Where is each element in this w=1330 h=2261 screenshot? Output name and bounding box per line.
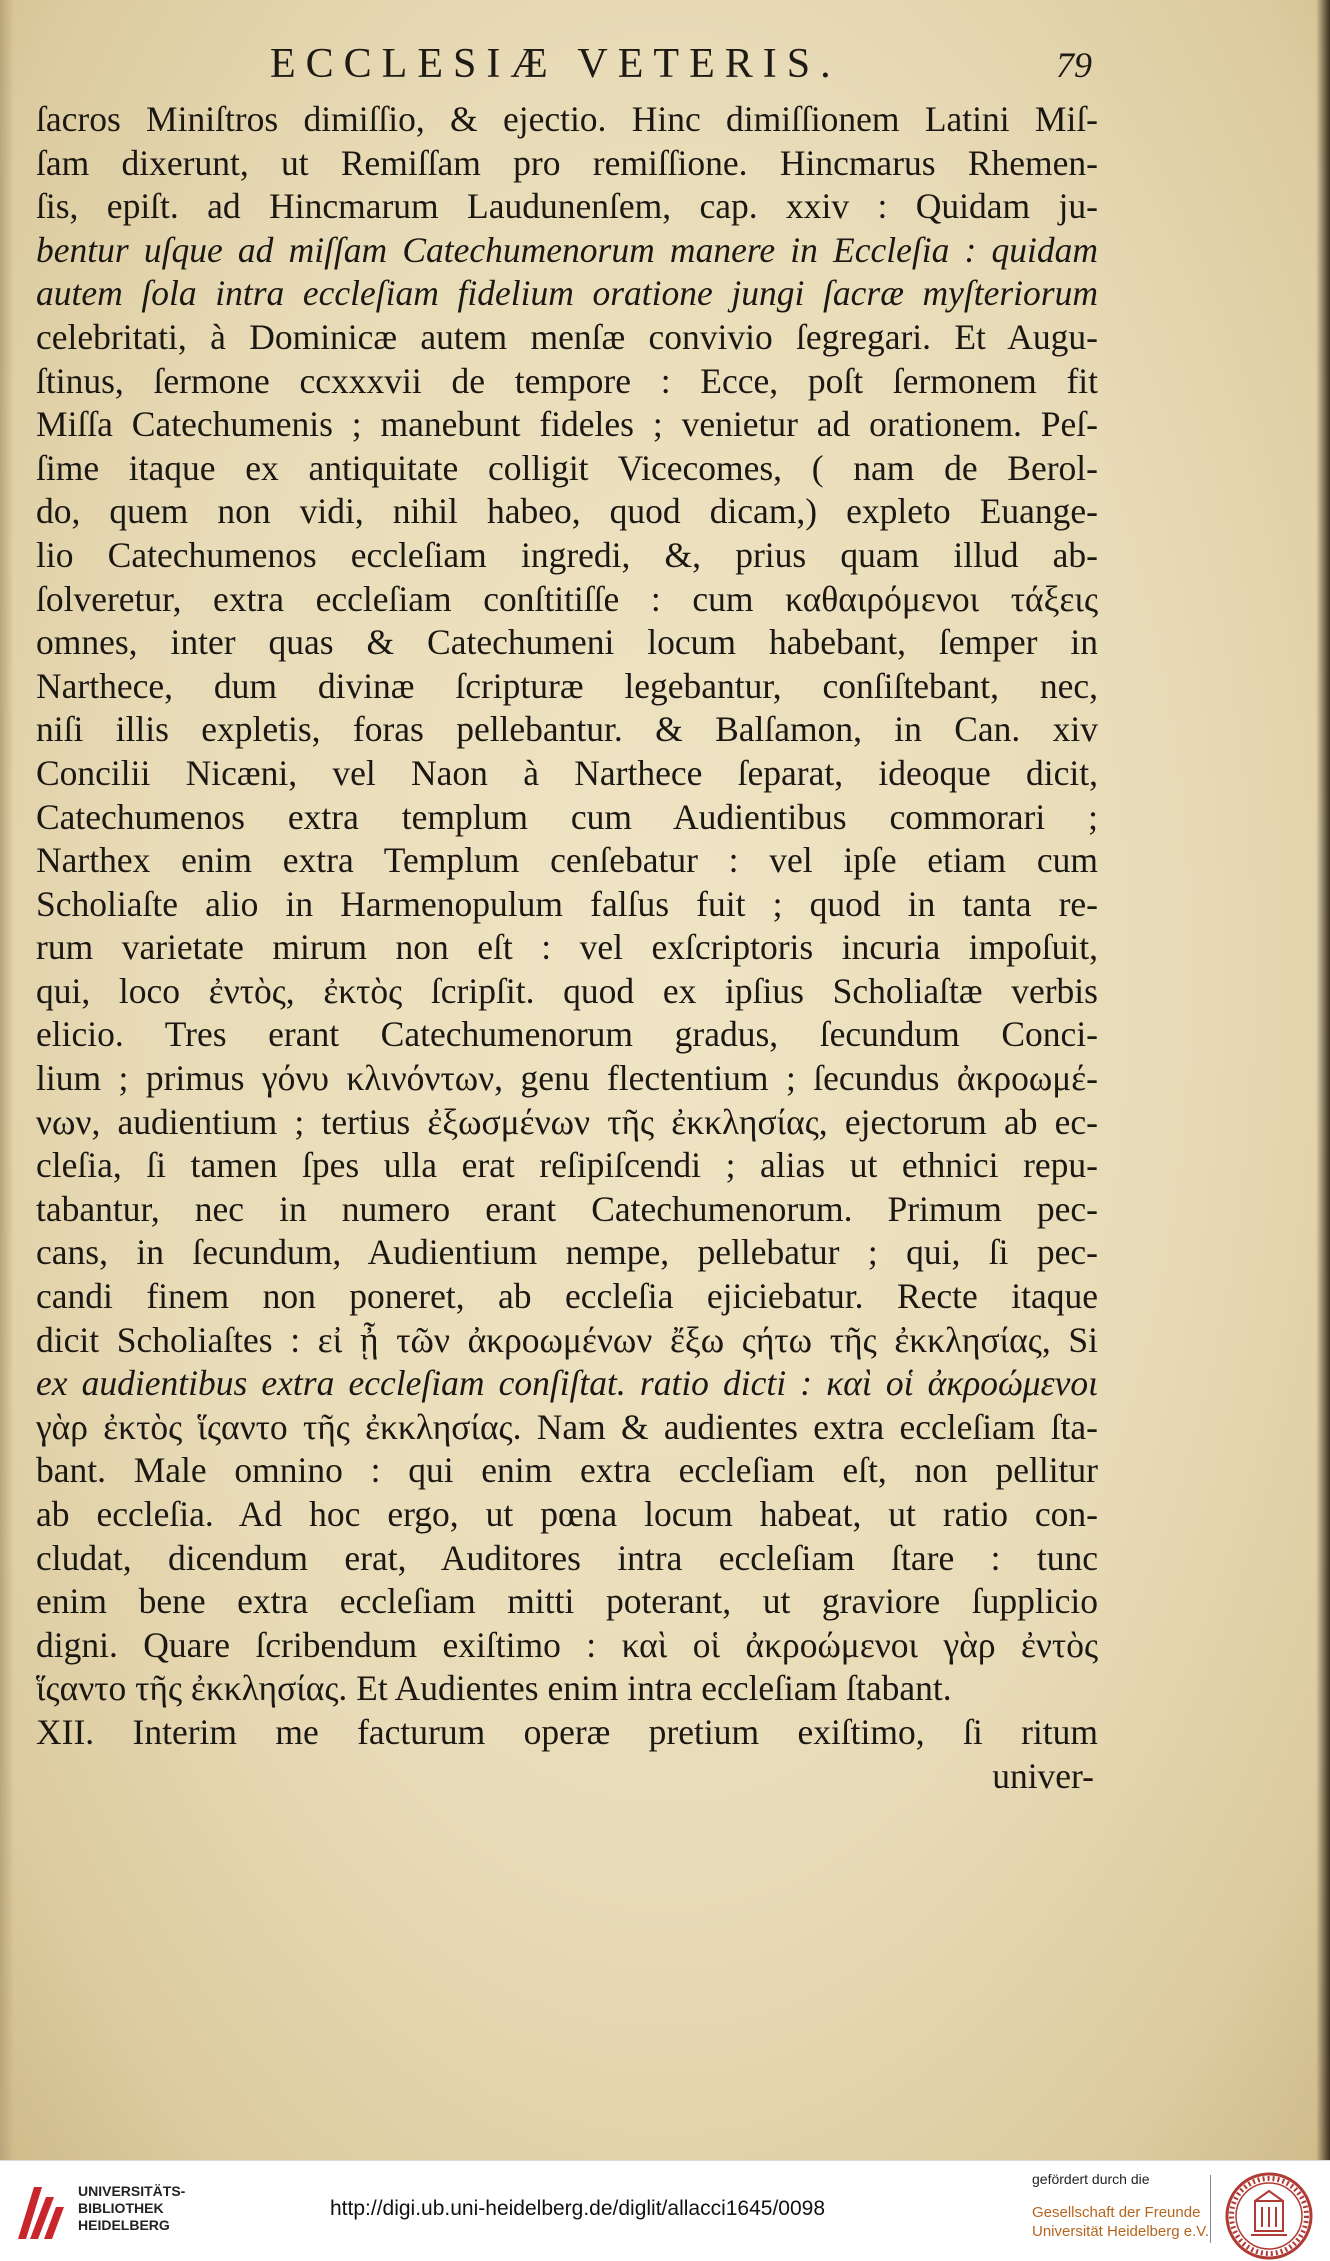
page-body-text bbox=[36, 98, 1098, 1798]
text-line: ex audientibus extra eccleſiam conſiſtat. ratio dicti : καὶ οἱ ἀκροώμενοι bbox=[36, 1363, 1098, 1404]
library-name-line: BIBLIOTHEK bbox=[78, 2200, 164, 2216]
running-title: ECCLESIÆ VETERIS. bbox=[270, 41, 841, 87]
text-line: dicit Scholiaſtes : εἰ ᾖ τῶν ἀκροωμένων ἔξω ςήτω τῆς ἐκκλησίας, Si bbox=[36, 1319, 1098, 1360]
viewer-footer bbox=[0, 2160, 1330, 2257]
text-line: do, quem non vidi, nihil habeo, quod dicam,) expleto Euange- bbox=[36, 491, 1098, 532]
text-line: ſis, epiſt. ad Hincmarum Laudunenſem, cap. xxiv : Quidam ju- bbox=[36, 186, 1098, 227]
text-line: ſime itaque ex antiquitate colligit Vicecomes, ( nam de Berol- bbox=[36, 447, 1098, 488]
text-line: digni. Quare ſcribendum exiſtimo : καὶ οἱ ἀκροώμενοι γὰρ ἐντὸς bbox=[36, 1624, 1098, 1665]
permalink-url[interactable]: http://digi.ub.uni-heidelberg.de/diglit/allacci1645/0098 bbox=[330, 2197, 826, 2220]
text-line: rum varietate mirum non eſt : vel exſcriptoris incuria impoſuit, bbox=[36, 927, 1098, 968]
university-seal-icon bbox=[1224, 2171, 1314, 2261]
library-name-line: UNIVERSITÄTS- bbox=[78, 2183, 186, 2199]
library-name bbox=[78, 2183, 185, 2234]
text-line: ſtinus, ſermone ccxxxvii de tempore : Ecce, poſt ſermonem fit bbox=[36, 360, 1098, 401]
text-line: XII. Interim me facturum operæ pretium exiſtimo, ſi ritum bbox=[36, 1711, 1098, 1752]
text-line: ſolveretur, extra eccleſiam conſtitiſſe : cum καθαιρόμενοι τάξεις bbox=[36, 578, 1098, 619]
text-line: autem ſola intra eccleſiam fidelium oratione jungi ſacræ myſteriorum bbox=[36, 273, 1098, 314]
footer-divider bbox=[1210, 2175, 1211, 2243]
text-line: tabantur, nec in numero erant Catechumenorum. Primum pec- bbox=[36, 1188, 1098, 1229]
text-line: omnes, inter quas & Catechumeni locum habebant, ſemper in bbox=[36, 622, 1098, 663]
text-line: lium ; primus γόνυ κλινόντων, genu flectentium ; ſecundus ἀκροωμέ- bbox=[36, 1058, 1098, 1099]
text-line: cans, in ſecundum, Audientium nempe, pellebatur ; qui, ſi pec- bbox=[36, 1232, 1098, 1273]
page-number: 79 bbox=[1056, 45, 1092, 85]
text-line: ab eccleſia. Ad hoc ergo, ut pœna locum habeat, ut ratio con- bbox=[36, 1494, 1098, 1534]
text-line: Catechumenos extra templum cum Audientibus commorari ; bbox=[36, 796, 1098, 837]
text-line: cludat, dicendum erat, Auditores intra eccleſiam ſtare : tunc bbox=[36, 1537, 1098, 1578]
text-line: ſam dixerunt, ut Remiſſam pro remiſſione. Hincmarus Rhemen- bbox=[36, 142, 1098, 183]
text-line: bentur uſque ad miſſam Catechumenorum manere in Eccleſia : quidam bbox=[36, 229, 1098, 270]
text-line: ἵςαντο τῆς ἐκκλησίας. Et Audientes enim intra eccleſiam ſtabant. bbox=[36, 1668, 952, 1709]
text-line: celebritati, à Dominicæ autem menſæ convivio ſegregari. Et Augu- bbox=[36, 316, 1098, 357]
text-line: candi finem non poneret, ab eccleſia ejiciebatur. Recte itaque bbox=[36, 1276, 1098, 1317]
sponsor-label: gefördert durch die bbox=[1032, 2171, 1150, 2187]
sponsor-name bbox=[1032, 2203, 1209, 2241]
library-name-line: HEIDELBERG bbox=[78, 2217, 170, 2233]
sponsor-name-line: Gesellschaft der Freunde bbox=[1032, 2204, 1201, 2221]
text-line: elicio. Tres erant Catechumenorum gradus, ſecundum Conci- bbox=[36, 1014, 1098, 1055]
text-line: Narthece, dum divinæ ſcripturæ legebantur, conſiſtebant, nec, bbox=[36, 665, 1098, 706]
text-line: Narthex enim extra Templum cenſebatur : vel ipſe etiam cum bbox=[36, 840, 1098, 881]
text-line: Miſſa Catechumenis ; manebunt fideles ; venietur ad orationem. Peſ- bbox=[36, 404, 1098, 445]
text-line: enim bene extra eccleſiam mitti poterant, ut graviore ſupplicio bbox=[36, 1581, 1098, 1622]
text-line: niſi illis expletis, foras pellebantur. & Balſamon, in Can. xiv bbox=[36, 709, 1098, 750]
text-line: bant. Male omnino : qui enim extra eccleſiam eſt, non pellitur bbox=[36, 1450, 1098, 1491]
catchword: univer- bbox=[992, 1755, 1094, 1796]
university-library-logo-icon bbox=[14, 2179, 68, 2243]
text-line: Scholiaſte alio in Harmenopulum falſus fuit ; quod in tanta re- bbox=[36, 883, 1098, 924]
text-line: ſacros Miniſtros dimiſſio, & ejectio. Hinc dimiſſionem Latini Miſ- bbox=[36, 99, 1098, 139]
text-line: lio Catechumenos eccleſiam ingredi, &, prius quam illud ab- bbox=[36, 534, 1098, 575]
text-line: νων, audientium ; tertius ἐξωσμένων τῆς ἐκκλησίας, ejectorum ab ec- bbox=[36, 1101, 1098, 1142]
text-line: cleſia, ſi tamen ſpes ulla erat reſipiſcendi ; alias ut ethnici repu- bbox=[36, 1145, 1098, 1186]
sponsor-name-line: Universität Heidelberg e.V. bbox=[1032, 2223, 1210, 2240]
text-line: γὰρ ἐκτὸς ἵςαντο τῆς ἐκκλησίας. Nam & audientes extra eccleſiam ſta- bbox=[36, 1406, 1098, 1447]
text-line: Concilii Nicæni, vel Naon à Narthece ſeparat, ideoque dicit, bbox=[36, 752, 1098, 793]
text-line: qui, loco ἐντὸς, ἐκτὸς ſcripſit. quod ex ipſius Scholiaſtæ verbis bbox=[36, 970, 1098, 1011]
